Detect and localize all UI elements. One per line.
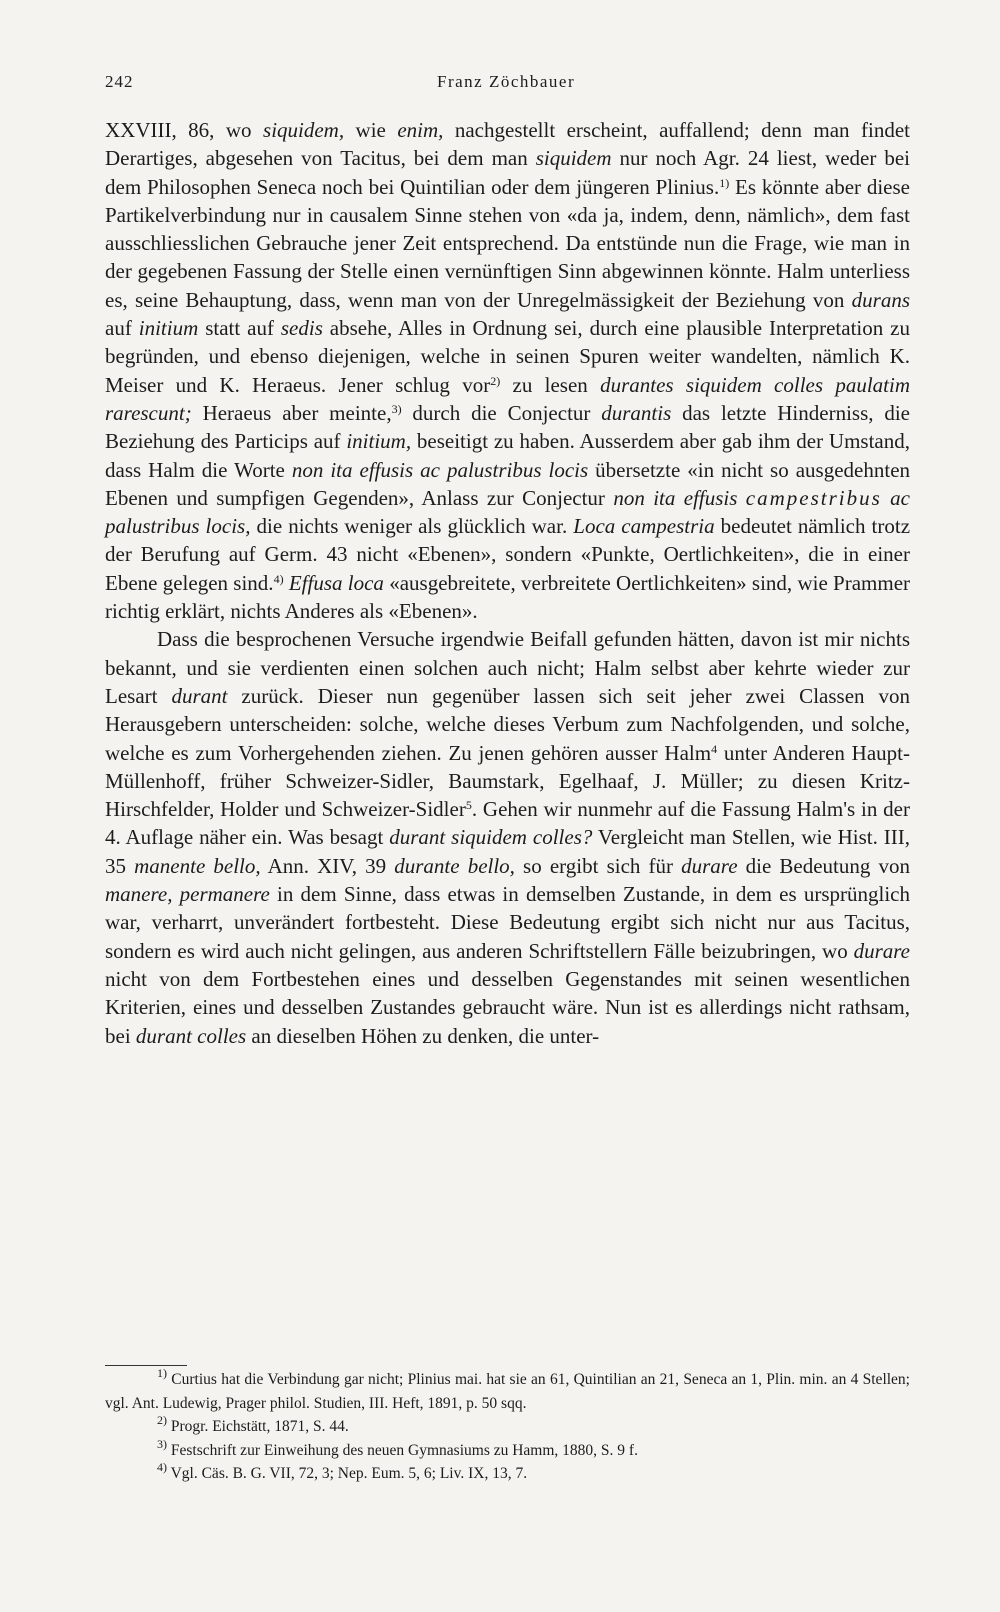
text-run: bedeutet nämlich trotz der Berufung auf Germ. 43 nicht «Ebenen», sondern «Punkte, Oertlichkeiten», die in einer Ebene gelegen sind.	[105, 514, 911, 595]
footnote-marker: 4)	[157, 1460, 167, 1474]
text-run: unter Anderen Haupt-Müllenhoff, früher Schweizer-Sidler, Baumstark, Egelhaaf, J. Müller; zu diesen Kritz-Hirschfelder, Holder und Schweizer-Sidler	[105, 740, 910, 822]
footnotes	[105, 1368, 910, 1486]
text-run: absehe, Alles in Ordnung sei, durch eine plausible Interpretation zu begründen, und ebenso diejenigen, welche in seinen Spuren weiter wandelten, nämlich K. Meiser und K. Heraeus. Jener schlug vor	[105, 316, 910, 397]
italic-term: Loca campestria	[573, 514, 715, 539]
text-run: Heraeus aber meinte,	[191, 400, 392, 425]
footnote-reference: 3)	[391, 401, 402, 416]
italic-term: durant colles	[135, 1023, 247, 1048]
text-run: nicht von dem Fortbestehen eines und desselben Gegenstandes mit seinen wesentlichen Kriterien, eines und desselben Zustandes gebraucht wäre. Nun ist es allerdings nicht rathsam, bei	[105, 966, 910, 1048]
footnote-2	[105, 1415, 910, 1439]
text-run: auf	[105, 316, 139, 341]
spaced-emphasis: campestribus	[745, 485, 882, 510]
italic-term: Effusa loca	[288, 570, 384, 595]
text-run: die nichts weniger als glücklich war.	[250, 514, 574, 539]
italic-term: initium,	[346, 429, 412, 454]
text-run: wie	[344, 118, 398, 142]
paragraph-1	[105, 116, 910, 625]
text-run: das letzte Hinderniss, die Beziehung des Particips auf	[105, 400, 911, 454]
italic-term: durans	[851, 287, 910, 312]
italic-term: durantis	[601, 400, 672, 425]
text-run: nur noch Agr. 24 liest, weder bei dem Philosophen Seneca noch bei Quintilian oder dem jüngeren Plinius.	[105, 146, 910, 199]
text-run: statt auf	[198, 316, 281, 341]
italic-term: durant	[171, 683, 228, 708]
footnote-text: Progr. Eichstätt, 1871, S. 44.	[167, 1418, 349, 1435]
text-run: Vergleicht man Stellen, wie Hist. III, 35	[105, 825, 911, 878]
footnote-3	[105, 1436, 910, 1463]
text-run: zurück. Dieser nun gegenüber lassen sich seit jeher zwei Classen von Herausgebern unterscheiden: solche, welche dieses Verbum zum Nachfolgenden, und solche, welche es zum Vorhergehenden ziehen. Zu jenen gehören ausser Halm	[105, 683, 910, 765]
footnote-marker: 1)	[157, 1366, 167, 1380]
italic-term: durant siquidem colles?	[389, 825, 593, 850]
italic-term: siquidem	[535, 146, 612, 171]
text-run: . Gehen wir nunmehr auf die Fassung Halm's in der 4. Auflage näher ein. Was besagt	[105, 797, 910, 850]
text-run: nachgestellt erscheint, auffallend; denn man findet Derartiges, abgesehen von Tacitus, bei dem man	[105, 118, 910, 171]
footnote-reference: 5	[465, 798, 472, 813]
text-run: so ergibt sich für	[514, 853, 682, 878]
footnote-reference: 4)	[273, 571, 284, 586]
footnote-1	[105, 1368, 910, 1415]
text-run: an dieselben Höhen zu denken, die unter-	[246, 1023, 600, 1048]
text-run: in dem Sinne, dass etwas in demselben Zustande, in dem es ursprünglich war, verharrt, unverändert fortbesteht. Diese Bedeutung ergibt sich nicht nur aus Tacitus, sondern es wird auch nicht gelingen, aus anderen Schriftstellern Fälle beizubringen, wo	[105, 882, 910, 963]
text-run: XXVIII, 86, wo	[105, 118, 264, 142]
text-run: Es könnte aber diese Partikelverbindung nur in causalem Sinne stehen von «da ja, indem, denn, nämlich», dem fast ausschliesslichen Gebrauche jener Zeit entsprechend. Da entstünde nun die Frage, wie man in der gegebenen Fassung der Stelle einen vernünftigen Sinn abgewinnen könnte. Halm unterliess es, seine Behauptung, dass, wenn man von der Unregelmässigkeit der Beziehung von	[105, 174, 910, 312]
footnote-text: Curtius hat die Verbindung gar nicht; Plinius mai. hat sie an 61, Quintilian an 21, Seneca an 1, Plin. min. an 4 Stellen; vgl. Ant. Ludewig, Prager philol. Studien, III. Heft, 1891, p. 50 sqq.	[105, 1371, 910, 1412]
italic-term: manente bello,	[134, 853, 261, 878]
italic-term: initium	[138, 316, 199, 341]
italic-term: durantes siquidem colles paulatim rarescunt;	[105, 372, 910, 425]
footnote-reference: 2)	[490, 373, 501, 388]
text-run: die Bedeutung von	[737, 853, 911, 878]
footnote-text: Vgl. Cäs. B. G. VII, 72, 3; Nep. Eum. 5, 6; Liv. IX, 13, 7.	[167, 1465, 528, 1482]
footnote-4	[105, 1462, 910, 1486]
footnote-reference: 1)	[719, 175, 730, 190]
italic-term: ac palustribus locis,	[105, 485, 910, 539]
italic-term: sedis	[280, 316, 323, 341]
footnote-text: Festschrift zur Einweihung des neuen Gymnasiums zu Hamm, 1880, S. 9 f.	[167, 1441, 638, 1459]
text-run: beseitigt zu haben. Ausserdem aber gab ihm der Umstand, dass Halm die Worte	[105, 429, 910, 482]
footnote-marker: 3)	[157, 1436, 167, 1451]
italic-term: non ita effusis	[613, 485, 746, 510]
footnote-marker: 2)	[157, 1413, 167, 1427]
italic-term: durante bello,	[394, 853, 515, 878]
footnote-rule	[105, 1365, 187, 1366]
text-run: Ann. XIV, 39	[260, 853, 395, 878]
italic-term: enim,	[397, 118, 444, 142]
italic-term: durare	[681, 853, 738, 878]
text-run: zu lesen	[500, 372, 601, 397]
italic-term: siquidem,	[263, 118, 345, 142]
text-run: durch die Conjectur	[401, 400, 602, 425]
main-text	[105, 116, 910, 1050]
italic-term: manere, permanere	[105, 882, 270, 907]
text-run: übersetzte «in nicht so ausgedehnten Ebenen und sumpfigen Gegenden», Anlass zur Conjectur	[105, 457, 911, 510]
page-number: 242	[105, 72, 134, 91]
footnote-reference: 4	[711, 741, 718, 756]
running-header	[105, 72, 910, 98]
text-run: Dass die besprochenen Versuche irgendwie Beifall gefunden hätten, davon ist mir nichts bekannt, und sie verdienten einen solchen auch nicht; Halm selbst aber kehrte wieder zur Lesart	[105, 627, 910, 708]
italic-term: durare	[853, 938, 910, 963]
text-run: «ausgebreitete, verbreitete Oertlichkeiten» sind, wie Prammer richtig erklärt, nichts Anderes als «Ebenen».	[105, 570, 911, 624]
paragraph-2	[105, 625, 910, 1049]
running-head-author: Franz Zöchbauer	[437, 72, 576, 91]
italic-term: non ita effusis ac palustribus locis	[291, 457, 589, 482]
